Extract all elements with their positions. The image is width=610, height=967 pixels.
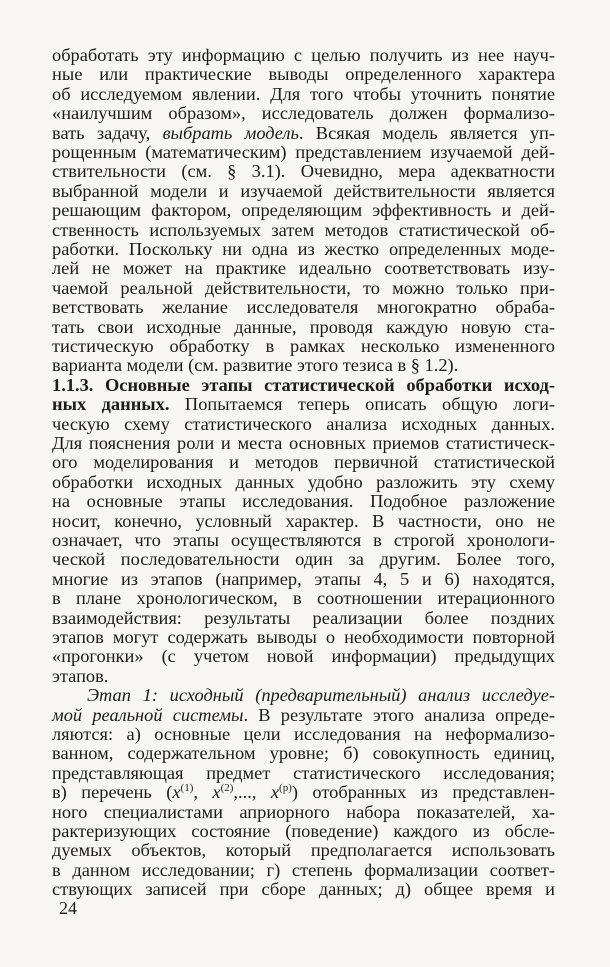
text-segment: тистическую обработку в рамках несколько измененного <box>52 336 555 356</box>
text-segment: Попытаемся теперь описать общую логи- <box>169 394 556 415</box>
text-segment: в плане хронологическом, в соотношении итерационного <box>52 588 555 609</box>
text-segment: . Всякая модель является уп- <box>298 122 555 143</box>
text-segment: x <box>212 782 221 803</box>
text-segment: рактеризующих состояние (поведение) каждого из обсле- <box>52 821 555 841</box>
text-line <box>52 879 555 899</box>
text-segment: выбрать модель <box>162 122 299 143</box>
text-segment: многие из этапов (например, этапы 4, 5 и 6) находятся, <box>52 568 555 589</box>
text-segment: Для пояснения роли и места основных приемов статистическ- <box>52 433 555 453</box>
text-line <box>52 200 555 220</box>
text-segment: 1.1.3. Основные этапы статистической обработки исход- <box>52 374 555 395</box>
text-segment: мой реальной системы <box>52 704 244 725</box>
text-line <box>52 278 555 298</box>
text-segment: этапов могут содержать выводы о необходимости повторной <box>52 627 555 647</box>
text-segment: ого моделирования и методов первичной статистической <box>52 452 555 473</box>
text-segment: означает, что этапы осуществляются в строгой хронологи- <box>52 530 555 550</box>
text-line <box>52 84 555 104</box>
text-segment: (1) <box>180 782 194 795</box>
text-segment: ческой последовательности один за другим. Более того, <box>52 549 555 570</box>
text-segment: выбранной модели и изучаемой действительности является <box>52 180 555 201</box>
text-line <box>52 161 555 181</box>
text-line <box>52 782 555 802</box>
text-line <box>52 821 555 841</box>
text-line <box>52 685 555 705</box>
text-line <box>52 608 555 628</box>
text-line <box>52 666 555 686</box>
text-segment: ветствовать желание исследователя многократно обраба- <box>52 297 555 318</box>
text-line <box>52 802 555 822</box>
text-line <box>52 530 555 550</box>
text-segment: вать задачу, <box>52 122 163 143</box>
text-line <box>52 511 555 531</box>
text-segment: x <box>270 782 280 803</box>
text-line <box>52 258 555 278</box>
text-line <box>52 297 555 317</box>
text-segment: ного специалистами априорного набора показателей, ха- <box>52 801 555 822</box>
text-line <box>52 743 555 763</box>
text-segment: дуемых объектов, который предполагается использовать <box>52 840 555 861</box>
text-line <box>52 491 555 511</box>
text-line <box>52 763 555 783</box>
text-segment: варианта модели (см. развитие этого тезиса в § 1.2). <box>52 355 459 376</box>
text-segment: об исследуемом явлении. Для того чтобы уточнить понятие <box>52 83 555 104</box>
text-line <box>52 646 555 666</box>
text-line <box>52 860 555 880</box>
text-segment: представляющая предмет статистического исследования; <box>52 762 555 783</box>
text-line <box>52 472 555 492</box>
text-segment: ляются: а) основные цели исследования на неформализо- <box>52 724 555 744</box>
text-line <box>52 549 555 569</box>
text-line <box>52 181 555 201</box>
text-segment: рощенным (математическим) представлением изучаемой дей- <box>52 142 555 162</box>
text-segment: ные или практические выводы определенного характера <box>52 64 555 85</box>
text-line <box>52 588 555 608</box>
text-segment: тать свои исходные данные, проводя каждую новую ста- <box>52 316 555 337</box>
text-segment: обработать эту информацию с целью получить из нее науч- <box>52 45 555 65</box>
text-segment: ческую схему статистического анализа исходных данных. <box>52 413 555 434</box>
text-segment: ) отобранных из представлен- <box>291 782 555 803</box>
text-line <box>52 705 555 725</box>
text-line <box>52 724 555 744</box>
text-line <box>52 336 555 356</box>
text-line <box>52 414 555 434</box>
text-segment: x <box>172 782 181 803</box>
text-line <box>52 64 555 84</box>
text-line <box>52 394 555 414</box>
text-segment: ,..., <box>233 782 271 803</box>
text-line <box>52 452 555 472</box>
text-line <box>52 840 555 860</box>
text-segment: взаимодействия: результаты реализации более поздних <box>52 607 555 628</box>
text-segment: «прогонки» (с учетом новой информации) предыдущих <box>52 646 555 667</box>
text-line <box>52 239 555 259</box>
text-segment: чаемой реальной действительности, то можно только при- <box>52 277 555 298</box>
text-segment: . В результате этого анализа опреде- <box>243 704 555 725</box>
text-segment: этапов. <box>52 665 109 686</box>
text-line <box>52 317 555 337</box>
text-segment: решающим фактором, определяющим эффективность и дей- <box>52 200 555 221</box>
text-line <box>52 433 555 453</box>
text-segment: ных данных. <box>52 394 170 415</box>
text-segment: работки. Поскольку ни одна из жестко определенных моде- <box>52 239 555 259</box>
text-segment: ствительности (см. § 3.1). Очевидно, мера адекватности <box>52 161 555 182</box>
text-segment: «наилучшим образом», исследователь должен формализо- <box>52 103 555 124</box>
text-line <box>52 220 555 240</box>
text-line <box>52 103 555 123</box>
text-segment: ствующих записей при сборе данных; д) общее время и <box>52 879 555 900</box>
text-segment: носит, конечно, условный характер. В частности, оно не <box>52 510 555 531</box>
text-line <box>52 45 555 65</box>
text-segment: , <box>193 782 213 803</box>
text-segment: обработки исходных данных удобно разложить эту схему <box>52 471 555 492</box>
text-line <box>52 627 555 647</box>
text-segment: на основные этапы исследования. Подобное разложение <box>52 491 555 512</box>
text-line <box>52 569 555 589</box>
text-segment: ванном, содержательном уровне; б) совокупность единиц, <box>52 743 555 764</box>
text-line <box>52 142 555 162</box>
text-segment: лей не может на практике идеально соответствовать изу- <box>52 258 555 279</box>
text-line <box>52 375 555 395</box>
page-number: 24 <box>59 898 77 918</box>
text-line <box>52 355 555 375</box>
text-segment: в данном исследовании; г) степень формализации соответ- <box>52 859 555 880</box>
text-segment: (2) <box>220 782 234 795</box>
text-segment: в) перечень ( <box>52 782 173 803</box>
text-segment: Этап 1: исходный (предварительный) анализ исследуе- <box>87 685 555 706</box>
text-line <box>52 123 555 143</box>
text-segment: ственность используемых затем методов статистической об- <box>52 219 555 240</box>
text-segment: (p) <box>279 782 292 795</box>
